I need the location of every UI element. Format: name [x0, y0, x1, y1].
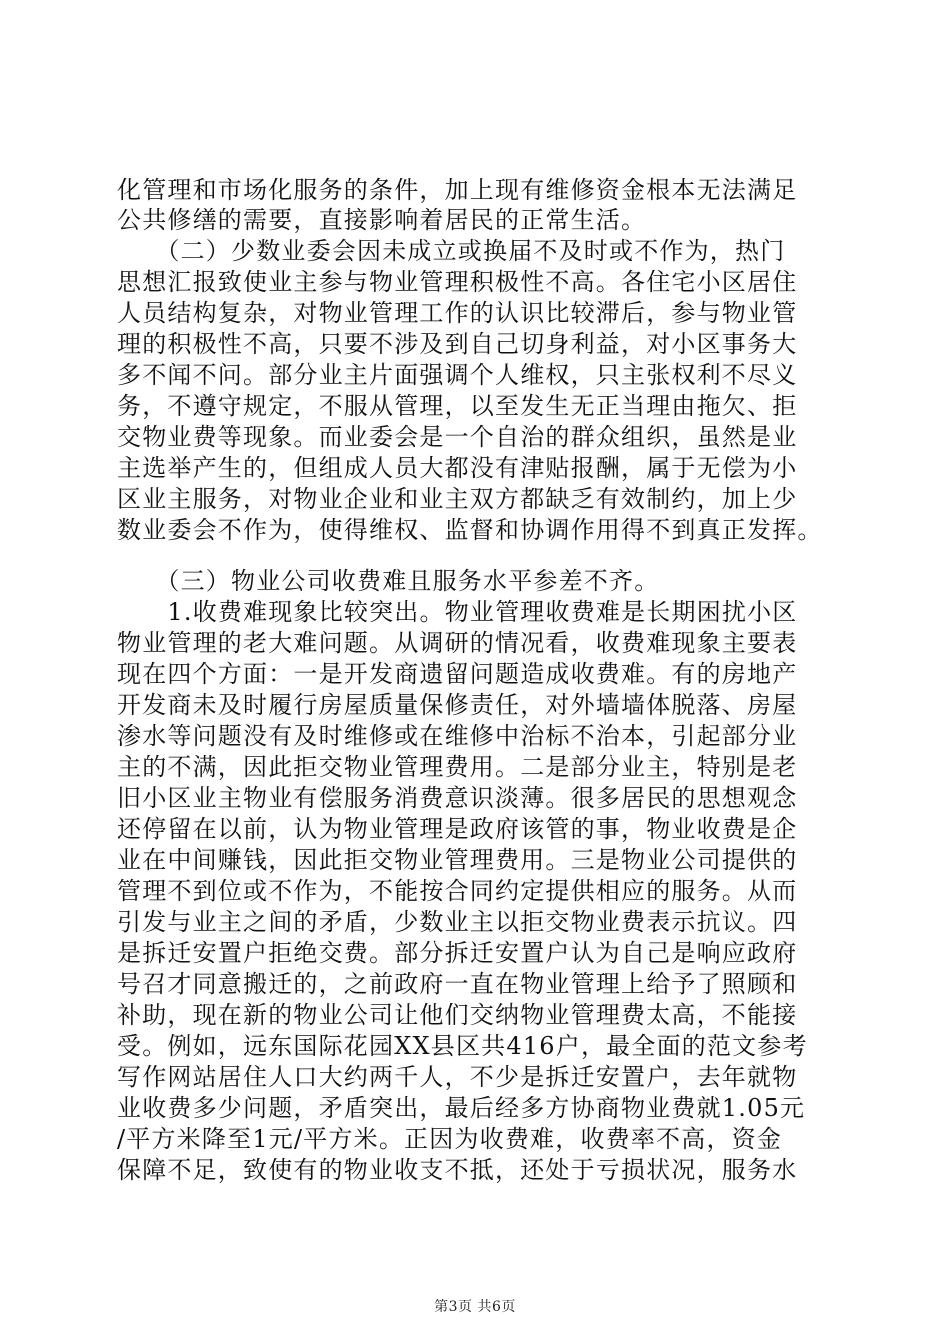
text-line: 多不闻不问。部分业主片面强调个人维权，只主张权利不尽义 — [117, 361, 798, 389]
text-line: 理的积极性不高，只要不涉及到自己切身利益，对小区事务大 — [117, 330, 798, 358]
text-line: 1.收费难现象比较突出。物业管理收费难是长期困扰小区 — [117, 598, 798, 626]
text-line: 交物业费等现象。而业委会是一个自治的群众组织，虽然是业 — [117, 423, 798, 451]
text-line: /平方米降至1元/平方米。正因为收费难，收费率不高，资金 — [117, 1125, 783, 1153]
text-line: 号召才同意搬迁的，之前政府一直在物业管理上给予了照顾和 — [117, 970, 798, 998]
section-heading: （三）物业公司收费难且服务水平参差不齐。 — [117, 567, 660, 595]
text-line: （二）少数业委会因未成立或换届不及时或不作为，热门 — [117, 237, 786, 265]
text-line: 数业委会不作为，使得维权、监督和协调作用得不到真正发挥。 — [117, 516, 823, 544]
text-line: 思想汇报致使业主参与物业管理积极性不高。各住宅小区居住 — [117, 268, 798, 296]
text-line: 现在四个方面：一是开发商遗留问题造成收费难。有的房地产 — [117, 660, 798, 688]
text-line: 写作网站居住人口大约两千人，不少是拆迁安置户，去年就物 — [117, 1063, 798, 1091]
text-line: 物业管理的老大难问题。从调研的情况看，收费难现象主要表 — [117, 629, 798, 657]
text-line: 化管理和市场化服务的条件，加上现有维修资金根本无法满足 — [117, 176, 798, 204]
text-line: 保障不足，致使有的物业收支不抵，还处于亏损状况，服务水 — [117, 1156, 798, 1184]
text-line: 区业主服务，对物业企业和业主双方都缺乏有效制约，加上少 — [117, 485, 798, 513]
page-number-footer: 第3页 共6页 — [434, 1299, 516, 1315]
text-line: 主的不满，因此拒交物业管理费用。二是部分业主，特别是老 — [117, 753, 798, 781]
text-line: 引发与业主之间的矛盾，少数业主以拒交物业费表示抗议。四 — [117, 908, 798, 936]
text-line: 开发商未及时履行房屋质量保修责任，对外墙墙体脱落、房屋 — [117, 691, 798, 719]
text-line: 还停留在以前，认为物业管理是政府该管的事，物业收费是企 — [117, 815, 798, 843]
text-line: 是拆迁安置户拒绝交费。部分拆迁安置户认为自己是响应政府 — [117, 939, 798, 967]
text-line: 人员结构复杂，对物业管理工作的认识比较滞后，参与物业管 — [117, 299, 798, 327]
text-line: 公共修缮的需要，直接影响着居民的正常生活。 — [117, 206, 647, 234]
text-line: 主选举产生的，但组成人员大都没有津贴报酬，属于无偿为小 — [117, 454, 798, 482]
text-line: 业收费多少问题，矛盾突出，最后经多方协商物业费就1.05元 — [117, 1094, 806, 1122]
text-line: 旧小区业主物业有偿服务消费意识淡薄。很多居民的思想观念 — [117, 784, 798, 812]
text-line: 业在中间赚钱，因此拒交物业管理费用。三是物业公司提供的 — [117, 846, 798, 874]
text-line: 补助，现在新的物业公司让他们交纳物业管理费太高，不能接 — [117, 1001, 798, 1029]
text-line: 务，不遵守规定，不服从管理，以至发生无正当理由拖欠、拒 — [117, 392, 798, 420]
text-line: 受。例如，远东国际花园XX县区共416户，最全面的范文参考 — [117, 1032, 808, 1060]
text-line: 渗水等问题没有及时维修或在维修中治标不治本，引起部分业 — [117, 722, 798, 750]
text-line: 管理不到位或不作为，不能按合同约定提供相应的服务。从而 — [117, 877, 798, 905]
